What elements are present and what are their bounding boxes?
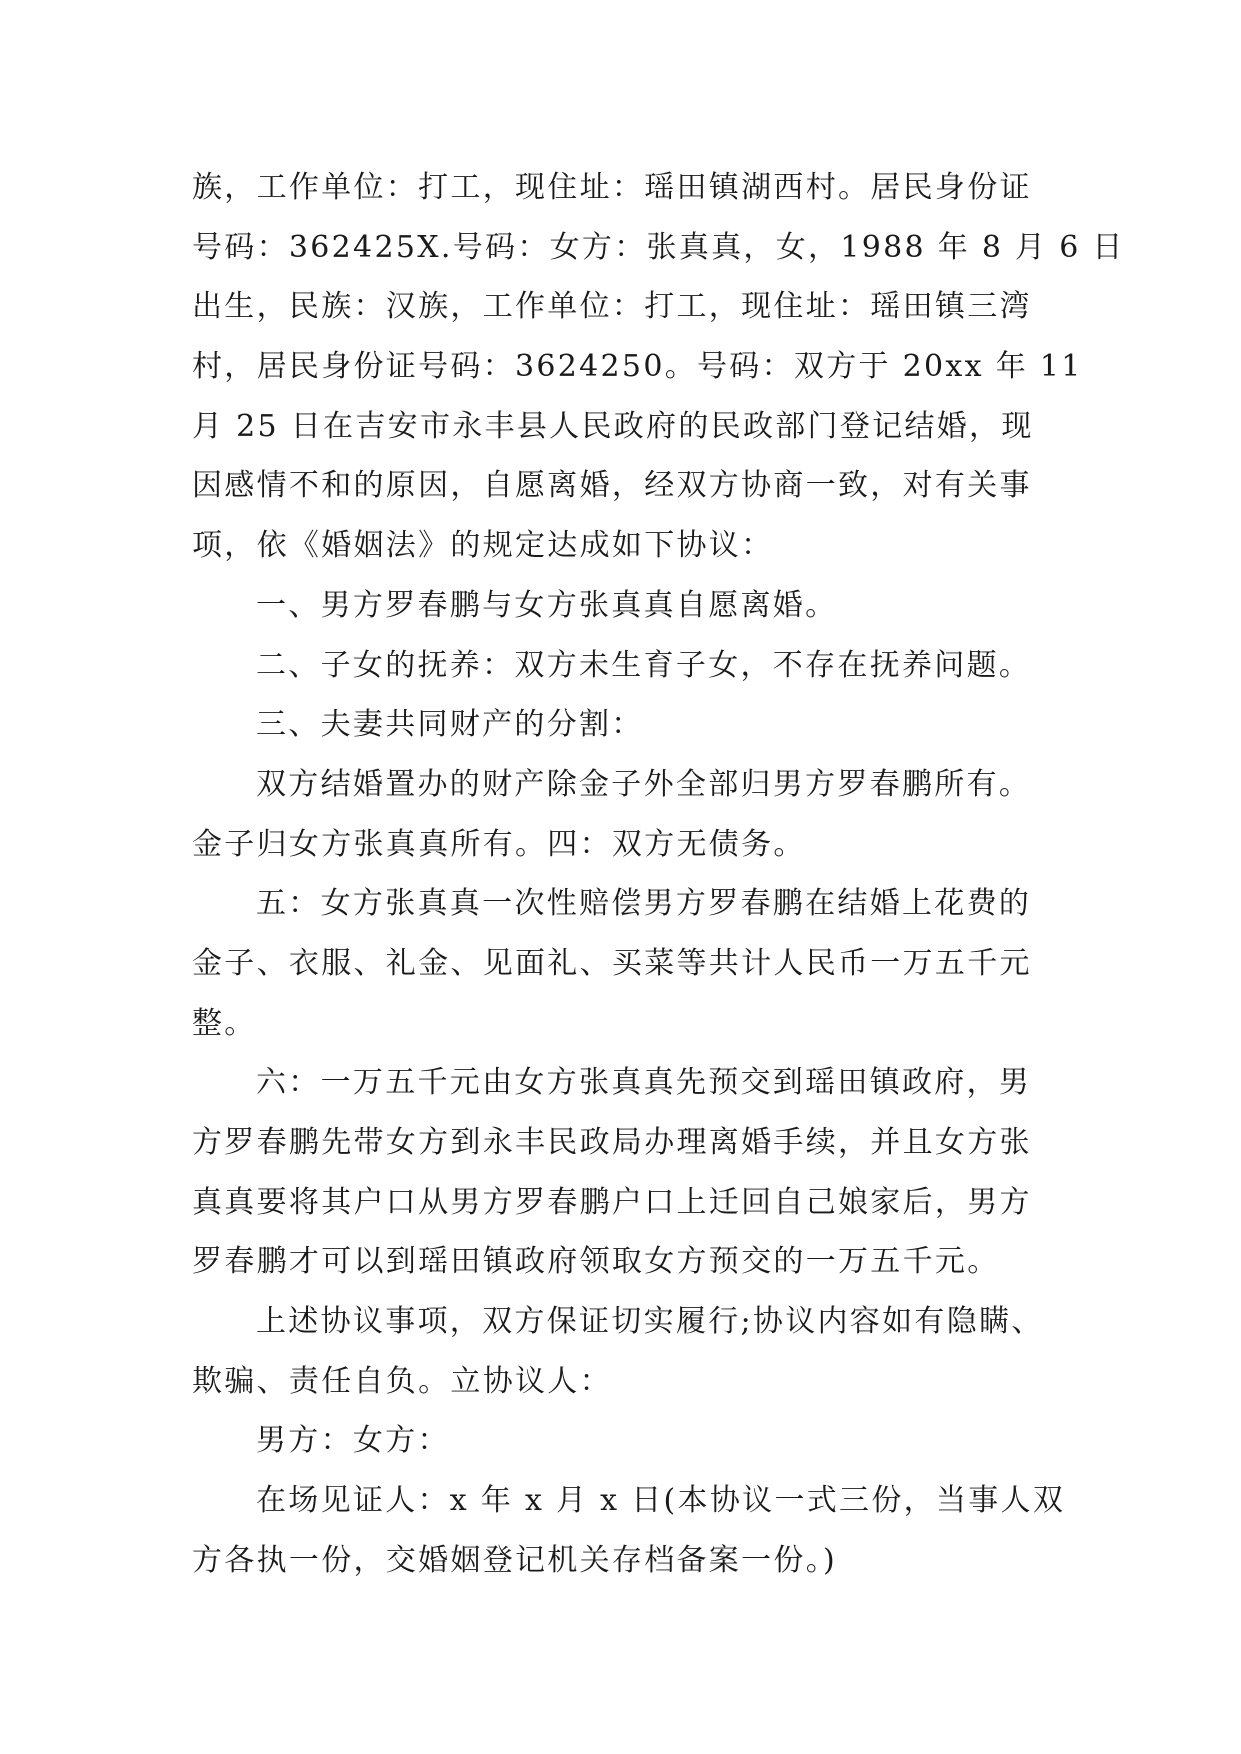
clause-5-line-3: 整。 — [192, 1005, 257, 1041]
closing-line-2: 欺骗、责任自负。立协议人： — [192, 1363, 612, 1399]
witness-line-1: 在场见证人：x 年 x 月 x 日(本协议一式三份，当事人双 — [256, 1483, 1066, 1519]
text-line-6: 因感情不和的原因，自愿离婚，经双方协商一致，对有关事 — [192, 468, 1032, 504]
text-line-1: 族，工作单位：打工，现住址：瑶田镇湖西村。居民身份证 — [192, 170, 1032, 205]
clause-1-line: 一、男方罗春鹏与女方张真真自愿离婚。 — [256, 587, 838, 623]
closing-line-1: 上述协议事项，双方保证切实履行;协议内容如有隐瞒、 — [256, 1304, 1044, 1340]
text-line-5: 月 25 日在吉安市永丰县人民政府的民政部门登记结婚，现 — [192, 408, 1034, 444]
text-line-2: 号码：362425X.号码：女方：张真真，女，1988 年 8 月 6 日 — [192, 229, 1125, 265]
document-body — [192, 158, 1125, 1591]
clause-3-heading: 三、夫妻共同财产的分割： — [256, 707, 644, 743]
clause-6-line-4: 罗春鹏才可以到瑶田镇政府领取女方预交的一万五千元。 — [192, 1244, 1000, 1280]
clause-2-line: 二、子女的抚养：双方未生育子女，不存在抚养问题。 — [256, 647, 1032, 683]
clause-5-line-2: 金子、衣服、礼金、见面礼、买菜等共计人民币一万五千元 — [192, 945, 1032, 981]
clause-5-line-1: 五：女方张真真一次性赔偿男方罗春鹏在结婚上花费的 — [256, 886, 1032, 922]
witness-line-2: 方各执一份，交婚姻登记机关存档备案一份。) — [192, 1542, 838, 1578]
clause-6-line-2: 方罗春鹏先带女方到永丰民政局办理离婚手续，并且女方张 — [192, 1125, 1032, 1160]
clause-6-line-3: 真真要将其户口从男方罗春鹏户口上迁回自己娘家后，男方 — [192, 1184, 1032, 1220]
text-line-7: 项，依《婚姻法》的规定达成如下协议： — [192, 528, 774, 564]
signature-line: 男方：女方： — [256, 1423, 450, 1459]
clause-6-line-1: 六：一万五千元由女方张真真先预交到瑶田镇政府，男 — [256, 1065, 1032, 1101]
clause-3-line-2: 金子归女方张真真所有。四：双方无债务。 — [192, 826, 806, 862]
text-line-4: 村，居民身份证号码：3624250。号码：双方于 20xx 年 11 — [192, 349, 1083, 385]
text-line-3: 出生，民族：汉族，工作单位：打工，现住址：瑶田镇三湾 — [192, 289, 1032, 325]
clause-3-line-1: 双方结婚置办的财产除金子外全部归男方罗春鹏所有。 — [256, 766, 1032, 802]
